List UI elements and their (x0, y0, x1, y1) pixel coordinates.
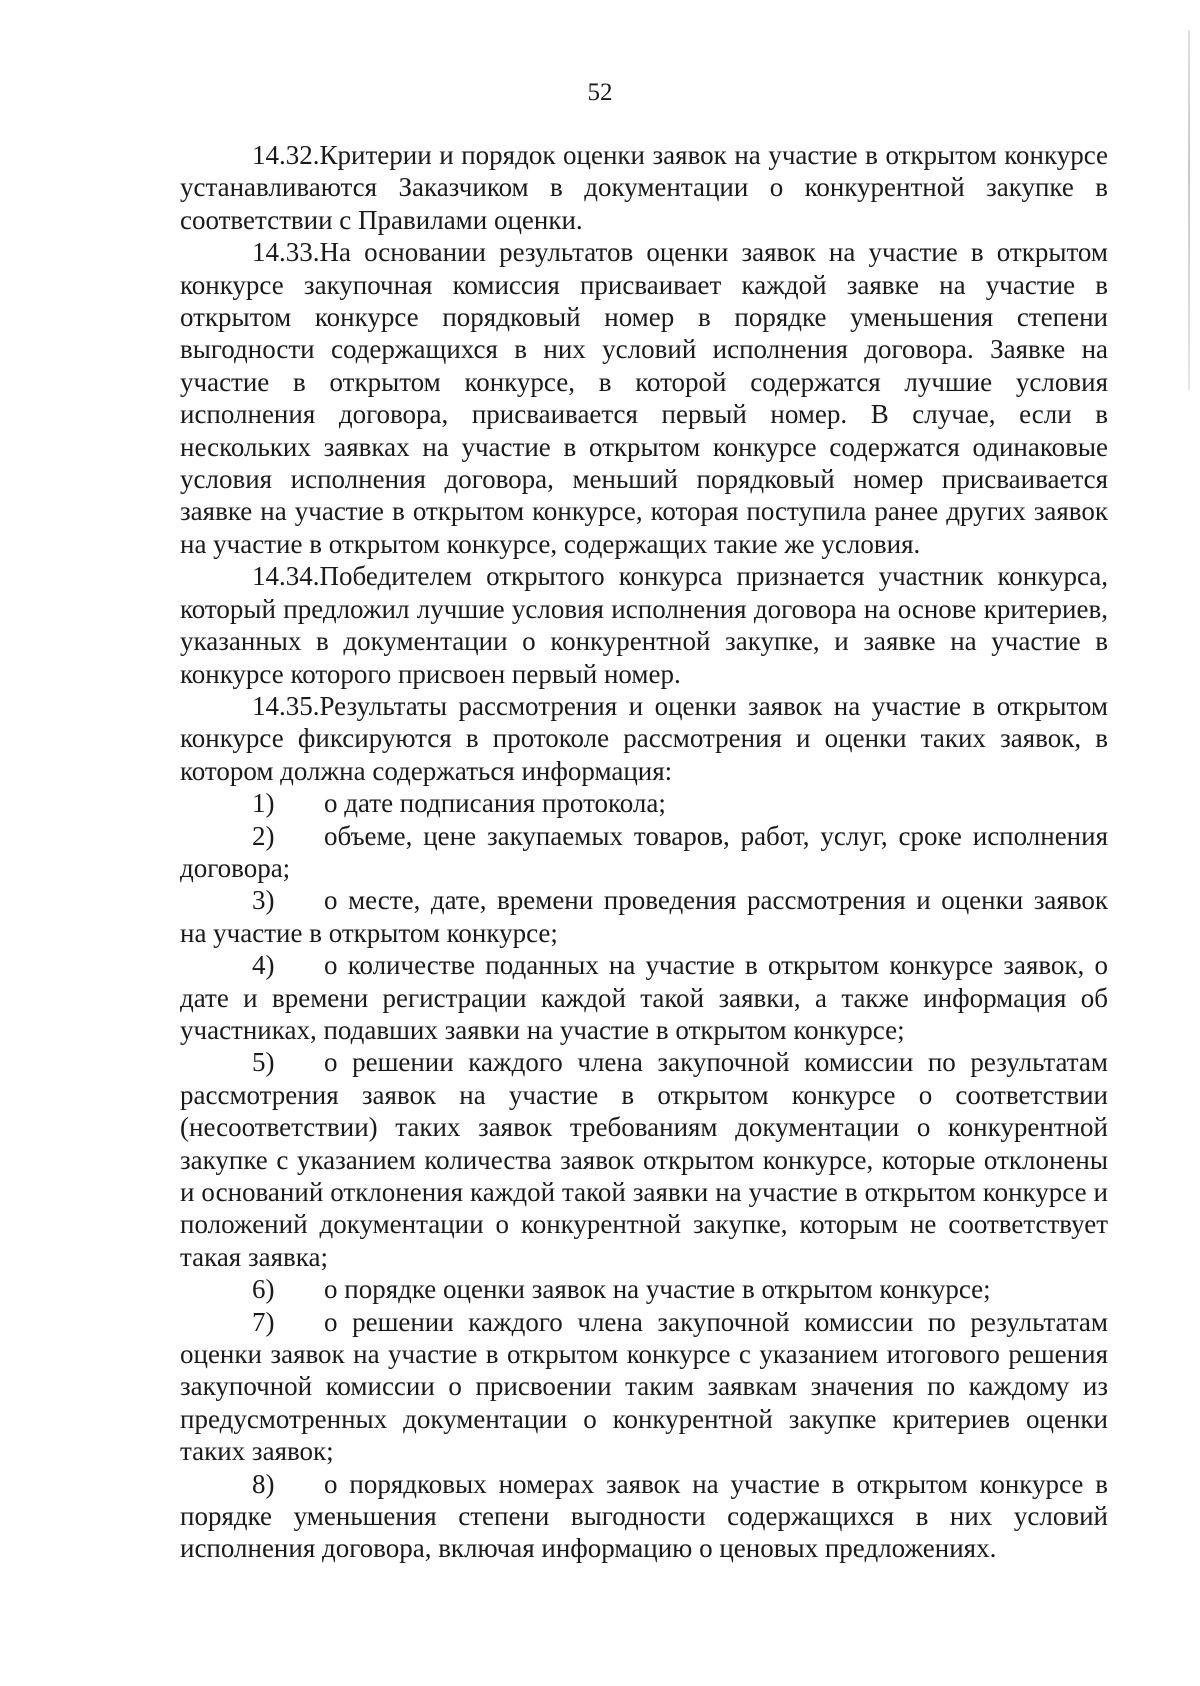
list-item-text: о решении каждого члена закупочной комиссии по результатам оценки заявок на участие в открытом конкурсе с указанием итогового решения закупочной комиссии о присвоении таким заявкам значения по каждому из предусмотренных документации о конкурентной закупке критериев оценки таких заявок; (180, 1306, 1108, 1467)
paragraph-14-33: 14.33.На основании результатов оценки заявок на участие в открытом конкурсе закупочная комиссия присваивает каждой заявке на участие в открытом конкурсе порядковый номер в порядке уменьшения степени выгодности содержащихся в них условий исполнения договора. Заявке на участие в открытом конкурсе, в которой содержатся лучшие условия исполнения договора, присваивается первый номер. В случае, если в нескольких заявках на участие в открытом конкурсе содержатся одинаковые условия исполнения договора, меньший порядковый номер присваивается заявке на участие в открытом конкурсе, которая поступила ранее других заявок на участие в открытом конкурсе, содержащих такие же условия. (180, 237, 1108, 559)
paragraph-14-32: 14.32.Критерии и порядок оценки заявок на участие в открытом конкурсе устанавливаются Заказчиком в документации о конкурентной закупке в соответствии с Правилами оценки. (180, 140, 1108, 235)
list-item (180, 820, 1108, 885)
list-item-text: о количестве поданных на участие в открытом конкурсе заявок, о дате и времени регистрации каждой такой заявки, а также информация об участниках, подавших заявки на участие в открытом конкурсе; (180, 950, 1108, 1045)
list-item-text: объеме, цене закупаемых товаров, работ, услуг, сроке исполнения договора; (180, 820, 1108, 883)
list-item-text: о порядке оценки заявок на участие в открытом конкурсе; (324, 1274, 991, 1305)
list-item-text: о дате подписания протокола; (324, 788, 666, 819)
list-item (180, 1306, 1108, 1468)
list-item-number: 4) (252, 950, 275, 981)
info-list (180, 787, 1108, 1565)
list-item-number: 1) (252, 788, 275, 819)
list-item-number: 8) (252, 1468, 275, 1499)
document-body (180, 139, 1108, 1565)
paragraph-14-35: 14.35.Результаты рассмотрения и оценки заявок на участие в открытом конкурсе фиксируются в протоколе рассмотрения и оценки таких заявок, в котором должна содержаться информация: (180, 690, 1108, 786)
list-item-text: о решении каждого члена закупочной комиссии по результатам рассмотрения заявок на участие в открытом конкурсе о соответствии (несоответствии) таких заявок требованиям документации о конкурентной закупке с указанием количества заявок открытом конкурсе, которые отклонены и оснований отклонения каждой такой заявки на участие в открытом конкурсе и положений документации о конкурентной закупке, которым не соответствует такая заявка; (180, 1047, 1108, 1272)
list-item (180, 787, 1108, 819)
list-item-text: о месте, дате, времени проведения рассмотрения и оценки заявок на участие в открытом конкурсе; (180, 885, 1108, 948)
list-item (180, 1046, 1108, 1273)
list-item (180, 1273, 1108, 1305)
list-item-number: 2) (252, 820, 275, 851)
list-item (180, 1468, 1108, 1565)
list-item (180, 949, 1108, 1046)
list-item-number: 3) (252, 885, 275, 916)
list-item-text: о порядковых номерах заявок на участие в открытом конкурсе в порядке уменьшения степени выгодности содержащихся в них условий исполнения договора, включая информацию о ценовых предложениях. (180, 1468, 1108, 1564)
list-item (180, 884, 1108, 949)
page-number: 52 (587, 79, 613, 106)
list-item-number: 5) (252, 1047, 275, 1078)
list-item-number: 6) (252, 1274, 275, 1305)
list-item-number: 7) (252, 1306, 275, 1337)
paragraph-14-34: 14.34.Победителем открытого конкурса признается участник конкурса, который предложил лучшие условия исполнения договора на основе критериев, указанных в документации о конкурентной закупке, и заявке на участие в конкурсе которого присвоен первый номер. (180, 561, 1108, 689)
